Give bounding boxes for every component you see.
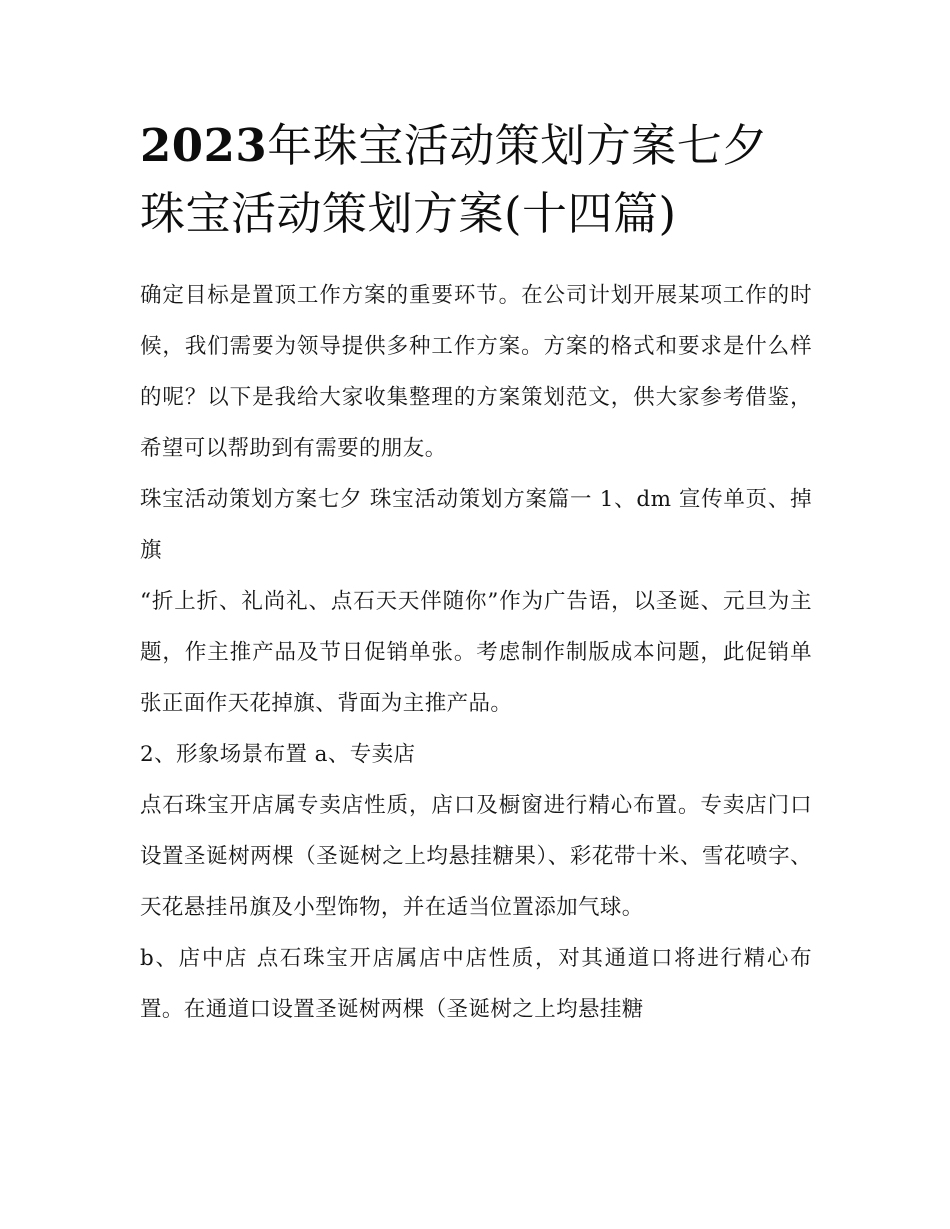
- paragraph-intro: 确定目标是置顶工作方案的重要环节。在公司计划开展某项工作的时候，我们需要为领导提供多种工作方案。方案的格式和要求是什么样的呢？以下是我给大家收集整理的方案策划范文，供大家参考借鉴，希望可以帮助到有需要的朋友。: [140, 283, 812, 461]
- paragraph-store-in-store: b、店中店 点石珠宝开店属店中店性质，对其通道口将进行精心布置。在通道口设置圣诞树两棵（圣诞树之上均悬挂糖: [140, 946, 812, 1022]
- document-page: [140, 112, 812, 1035]
- document-title: [140, 112, 812, 248]
- document-body: [140, 270, 812, 1035]
- paragraph-section-heading: 珠宝活动策划方案七夕 珠宝活动策划方案篇一 1、dm 宣传单页、掉旗: [140, 487, 812, 563]
- paragraph-scene-heading: 2、形象场景布置 a、专卖店: [140, 742, 416, 767]
- document-title-text: 年珠宝活动策划方案七夕珠宝活动策划方案(十四篇): [140, 119, 768, 240]
- paragraph-slogan: “折上折、礼尚礼、点石天天伴随你”作为广告语，以圣诞、元旦为主题，作主推产品及节日促销单张。考虑制作制版成本问题，此促销单张正面作天花掉旗、背面为主推产品。: [140, 589, 812, 716]
- paragraph-flagship-store: 点石珠宝开店属专卖店性质，店口及橱窗进行精心布置。专卖店门口设置圣诞树两棵（圣诞树之上均悬挂糖果）、彩花带十米、雪花喷字、天花悬挂吊旗及小型饰物，并在适当位置添加气球。: [140, 793, 812, 920]
- document-title-year: 2023: [140, 119, 268, 172]
